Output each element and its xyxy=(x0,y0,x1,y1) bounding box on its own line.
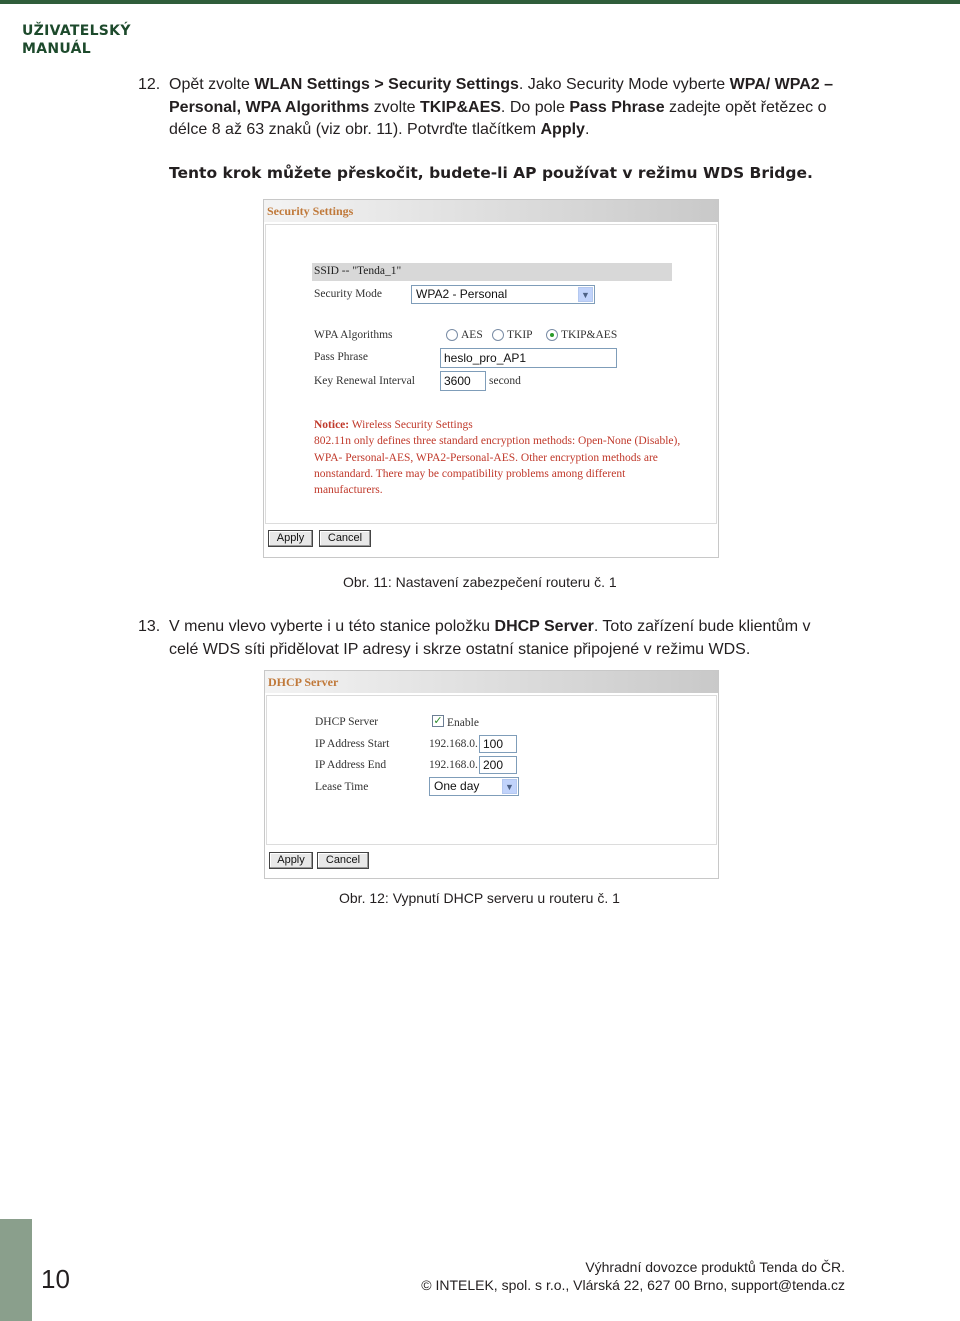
notice-line-2: 802.11n only defines three standard encryption methods: Open-None (Disable), xyxy=(314,435,681,448)
ip-end-prefix: 192.168.0. xyxy=(429,759,478,771)
lease-time-label: Lease Time xyxy=(315,781,369,793)
figure-11-caption: Obr. 11: Nastavení zabezpečení routeru č. 1 xyxy=(343,574,617,590)
notice-line-3: WPA- Personal-AES, WPA2-Personal-AES. Other encryption methods are xyxy=(314,451,658,464)
radio-aes[interactable] xyxy=(446,329,458,341)
ip-start-label: IP Address Start xyxy=(315,738,390,750)
step-12 xyxy=(138,74,838,142)
step-12-text: Opět zvolte WLAN Settings > Security Settings. Jako Security Mode vyberte WPA/ WPA2 – Personal, WPA Algorithms zvolte TKIP&AES. Do pole Pass Phrase zadejte opět řetězec o délce 8 až 63 znaků (viz obr. 11). Potvrďte tlačítkem Apply. xyxy=(169,76,834,138)
ip-end-input[interactable]: 200 xyxy=(479,756,517,774)
chevron-down-icon: ▼ xyxy=(502,779,517,794)
lease-time-value: One day xyxy=(434,779,480,793)
page-number: 10 xyxy=(41,1264,70,1294)
security-mode-select[interactable] xyxy=(411,285,595,304)
radio-aes-label: AES xyxy=(461,329,483,341)
step-13-text: V menu vlevo vyberte i u této stanice položku DHCP Server. Toto zařízení bude klientům v celé WDS síti přidělovat IP adresy i skrze ostatní stanice připojené v režimu WDS. xyxy=(169,618,811,658)
dhcp-server-label: DHCP Server xyxy=(315,716,379,728)
dhcp-enable-checkbox[interactable]: ✓ xyxy=(433,714,443,727)
manual-label-line1: UŽIVATELSKÝ xyxy=(22,23,131,39)
radio-tkip-label: TKIP xyxy=(507,329,533,341)
pass-phrase-label: Pass Phrase xyxy=(314,351,368,363)
dhcp-cancel-button[interactable]: Cancel xyxy=(317,852,369,869)
radio-tkip-aes-label: TKIP&AES xyxy=(561,329,618,341)
lease-time-select[interactable] xyxy=(429,777,519,796)
footer-side-bar xyxy=(0,1219,32,1321)
step-12-number: 12. xyxy=(138,76,161,93)
key-renewal-unit: second xyxy=(489,375,521,387)
top-accent-bar xyxy=(0,0,960,4)
pass-phrase-input[interactable]: heslo_pro_AP1 xyxy=(440,348,617,368)
key-renewal-label: Key Renewal Interval xyxy=(314,375,415,387)
footer-importer: Výhradní dovozce produktů Tenda do ČR. xyxy=(585,1259,845,1275)
ip-end-label: IP Address End xyxy=(315,759,387,771)
notice-line-1: Wireless Security Settings xyxy=(349,419,473,431)
security-settings-screenshot xyxy=(263,199,719,558)
ssid-text: SSID -- "Tenda_1" xyxy=(314,265,402,277)
footer-contact: © INTELEK, spol. s r.o., Vlárská 22, 627 00 Brno, support@tenda.cz xyxy=(421,1277,845,1293)
cancel-button[interactable]: Cancel xyxy=(319,530,371,547)
manual-label xyxy=(22,22,131,58)
dhcp-header-bar xyxy=(265,671,718,693)
security-mode-label: Security Mode xyxy=(314,288,383,300)
skip-note: Tento krok můžete přeskočit, budete-li AP používat v režimu WDS Bridge. xyxy=(169,164,813,182)
notice-line-4: nonstandard. There may be compatibility problems among different xyxy=(314,467,626,480)
key-renewal-input[interactable]: 3600 xyxy=(440,371,486,391)
step-13 xyxy=(138,616,838,661)
security-header-bar xyxy=(264,200,718,222)
notice-title: Notice: xyxy=(314,419,350,431)
dhcp-apply-button[interactable]: Apply xyxy=(269,852,313,869)
ip-start-input[interactable]: 100 xyxy=(479,735,517,753)
chevron-down-icon: ▼ xyxy=(578,287,593,302)
radio-tkip[interactable] xyxy=(492,329,504,341)
security-title: Security Settings xyxy=(267,204,354,218)
security-mode-value: WPA2 - Personal xyxy=(416,287,508,301)
dhcp-panel xyxy=(266,695,717,845)
manual-label-line2: MANUÁL xyxy=(22,41,91,57)
security-panel xyxy=(265,224,717,524)
dhcp-server-screenshot xyxy=(264,670,719,879)
wpa-algorithms-label: WPA Algorithms xyxy=(314,329,393,341)
ip-start-prefix: 192.168.0. xyxy=(429,738,478,750)
security-notice xyxy=(314,417,684,498)
radio-tkip-aes[interactable] xyxy=(546,329,558,341)
step-13-number: 13. xyxy=(138,618,161,635)
dhcp-title: DHCP Server xyxy=(268,675,339,689)
figure-12-caption: Obr. 12: Vypnutí DHCP serveru u routeru č. 1 xyxy=(339,890,620,906)
dhcp-enable-label: Enable xyxy=(447,717,479,729)
apply-button[interactable]: Apply xyxy=(268,530,313,547)
notice-line-5: manufacturers. xyxy=(314,484,383,497)
